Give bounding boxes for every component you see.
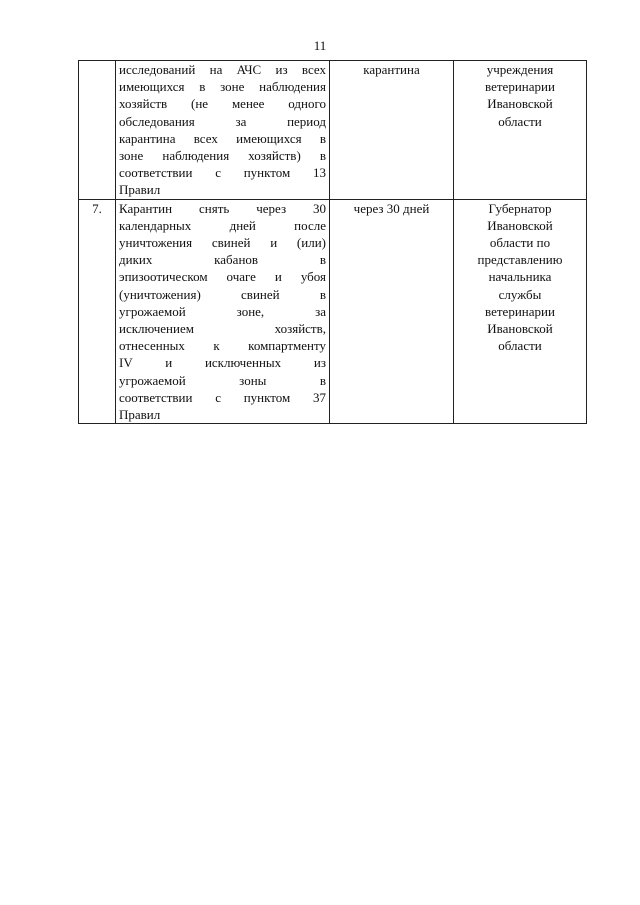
action-text-line: (уничтожения) свиней в — [119, 286, 326, 302]
action-text-line: зоне наблюдения хозяйств) в — [119, 148, 326, 164]
deadline-cell — [330, 199, 454, 424]
row-number-cell — [79, 61, 116, 200]
deadline-cell — [330, 61, 454, 200]
action-text-line: эпизоотическом очаге и убоя — [119, 269, 326, 285]
responsible-text-line: начальника — [488, 269, 552, 285]
action-text-line: отнесенных к компартменту — [119, 338, 326, 354]
responsible-cell — [454, 61, 587, 200]
table-row — [79, 61, 587, 200]
action-text-line: IV и исключенных из — [119, 355, 326, 371]
action-text-line: исследований на АЧС из всех — [119, 62, 326, 77]
responsible-text-line: учреждения — [486, 62, 554, 77]
action-text-line: карантина всех имеющихся в — [119, 130, 326, 146]
action-text-line: соответствии с пунктом 37 — [119, 389, 326, 405]
action-text-line: календарных дней после — [119, 217, 326, 233]
deadline-text-line: карантина — [363, 62, 420, 77]
action-text-line: диких кабанов в — [119, 252, 326, 268]
action-text-line: хозяйств (не менее одного — [119, 96, 326, 112]
action-text-line: Правил — [119, 182, 161, 198]
responsible-text-line: ветеринарии — [485, 303, 555, 319]
deadline-text-line: через 30 дней — [353, 200, 430, 216]
action-text-line: угрожаемой зоне, за — [119, 303, 326, 319]
responsible-text-line: Ивановской — [487, 321, 553, 337]
action-text-line: соответствии с пунктом 13 — [119, 165, 326, 181]
responsible-text-line: Губернатор — [488, 200, 552, 216]
table-row — [79, 199, 587, 424]
row-number-cell: 7. — [79, 199, 116, 424]
responsible-text-line: области — [498, 113, 542, 129]
action-text-line: исключением хозяйств, — [119, 321, 326, 337]
measures-table — [78, 60, 587, 424]
page-number: 11 — [313, 38, 327, 53]
action-text-line: имеющихся в зоне наблюдения — [119, 79, 326, 95]
action-cell — [116, 199, 330, 424]
responsible-text-line: представлению — [477, 252, 563, 268]
action-text-line: Правил — [119, 407, 161, 423]
action-text-line: обследования за период — [119, 113, 326, 129]
responsible-text-line: службы — [498, 286, 542, 302]
action-cell — [116, 61, 330, 200]
responsible-cell — [454, 199, 587, 424]
action-text-line: Карантин снять через 30 — [119, 200, 326, 216]
responsible-text-line: Ивановской — [487, 96, 553, 112]
responsible-text-line: области — [498, 338, 542, 354]
action-text-line: уничтожения свиней и (или) — [119, 235, 326, 251]
responsible-text-line: области по — [489, 235, 551, 251]
responsible-text-line: Ивановской — [487, 217, 553, 233]
action-text-line: угрожаемой зоны в — [119, 372, 326, 388]
responsible-text-line: ветеринарии — [485, 79, 555, 95]
